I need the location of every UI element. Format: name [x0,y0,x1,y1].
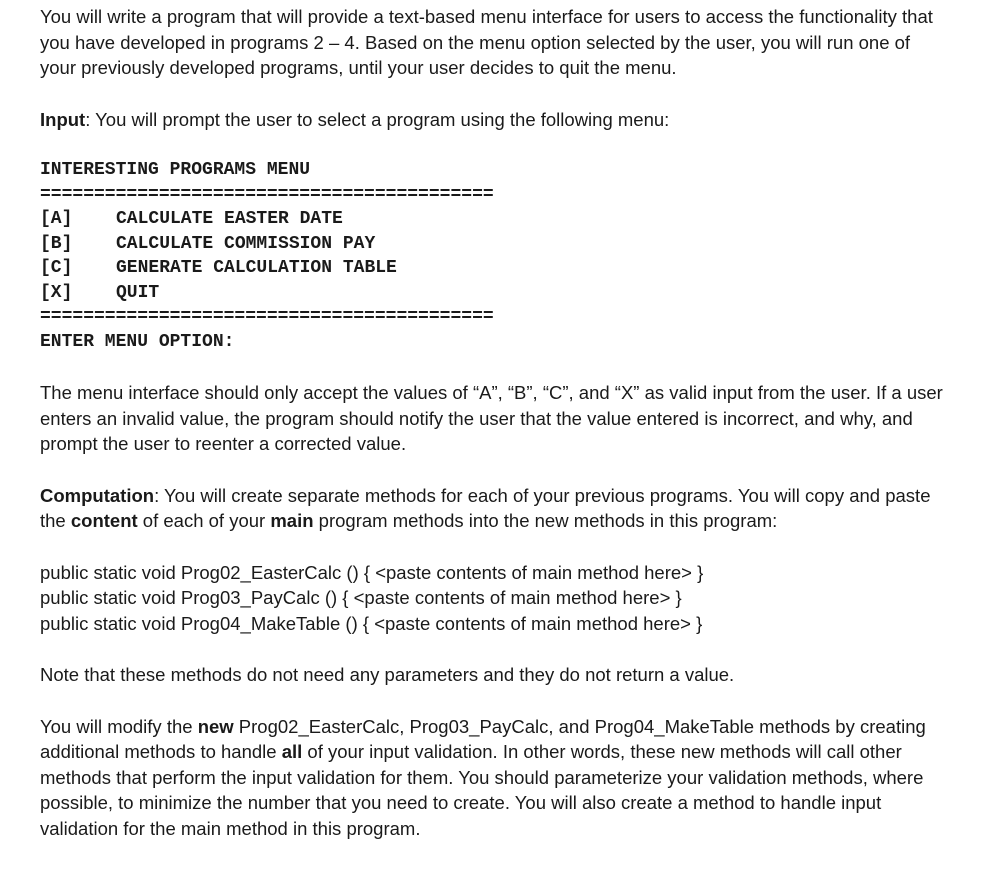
modify-text: You will modify the [40,715,198,737]
code-lines [40,560,950,637]
computation-text: : You will create separate methods for each of your previous programs. You will copy and paste the [40,484,931,531]
menu-title: INTERESTING PROGRAMS MENU [40,160,311,180]
menu-item-key: [X] [40,282,73,303]
menu-item [40,256,950,281]
menu-item [40,232,950,257]
computation-text: program methods into the new methods in this program: [313,510,778,531]
input-label: Input [40,108,86,130]
menu-rule-bottom: ========================================== [40,307,494,327]
input-paragraph [40,107,950,133]
menu-item-key: [B] [40,233,73,254]
menu-prompt: ENTER MENU OPTION: [40,331,235,352]
code-line: public static void Prog02_EasterCalc () { <paste contents of main method here> } [40,561,704,583]
computation-paragraph [40,483,950,534]
menu-item [40,281,950,306]
menu-item [40,207,950,232]
menu-item-key: [A] [40,209,73,229]
menu-item-label: CALCULATE COMMISSION PAY [116,233,376,254]
computation-bold-main: main [270,510,314,531]
validation-paragraph: The menu interface should only accept the values of “A”, “B”, “C”, and “X” as valid input from the user. If a user enters an invalid value, the program should notify the user that the value entered is incorrect, and why, and prompt the user to reenter a corrected value. [40,382,943,454]
menu-block [40,158,950,354]
menu-item-key: [C] [40,258,73,278]
computation-label: Computation [40,484,155,506]
code-line: public static void Prog03_PayCalc () { <paste contents of main method here> } [40,587,682,608]
computation-bold-content: content [70,510,138,531]
modify-text: of your input validation. In other words, these new methods will call other methods that perform the input validation for them. You should parameterize your validation methods, where possible, to minimize the number that you need to create. You will also create a method to handle input validation for the main method in this program. [40,741,924,839]
modify-bold-new: new [197,715,234,737]
input-text: : You will prompt the user to select a program using the following menu: [85,108,670,130]
note-paragraph: Note that these methods do not need any parameters and they do not return a value. [40,664,735,685]
menu-item-label: GENERATE CALCULATION TABLE [116,258,397,278]
menu-item-label: QUIT [116,282,160,303]
modify-paragraph [40,714,950,842]
modify-bold-all: all [281,741,303,762]
code-line: public static void Prog04_MakeTable () { <paste contents of main method here> } [40,612,703,634]
intro-paragraph: You will write a program that will provide a text-based menu interface for users to access the functionality that you have developed in programs 2 – 4. Based on the menu option selected by the user, you will run one of your previously developed programs, until your user decides to quit the menu. [40,6,933,78]
menu-rule-top: ========================================== [40,184,494,205]
modify-text: Prog02_EasterCalc, Prog03_PayCalc, and Prog04_MakeTable methods by creating additional methods to handle [40,715,926,762]
menu-item-label: CALCULATE EASTER DATE [116,209,343,229]
computation-text: of each of your [137,510,271,531]
